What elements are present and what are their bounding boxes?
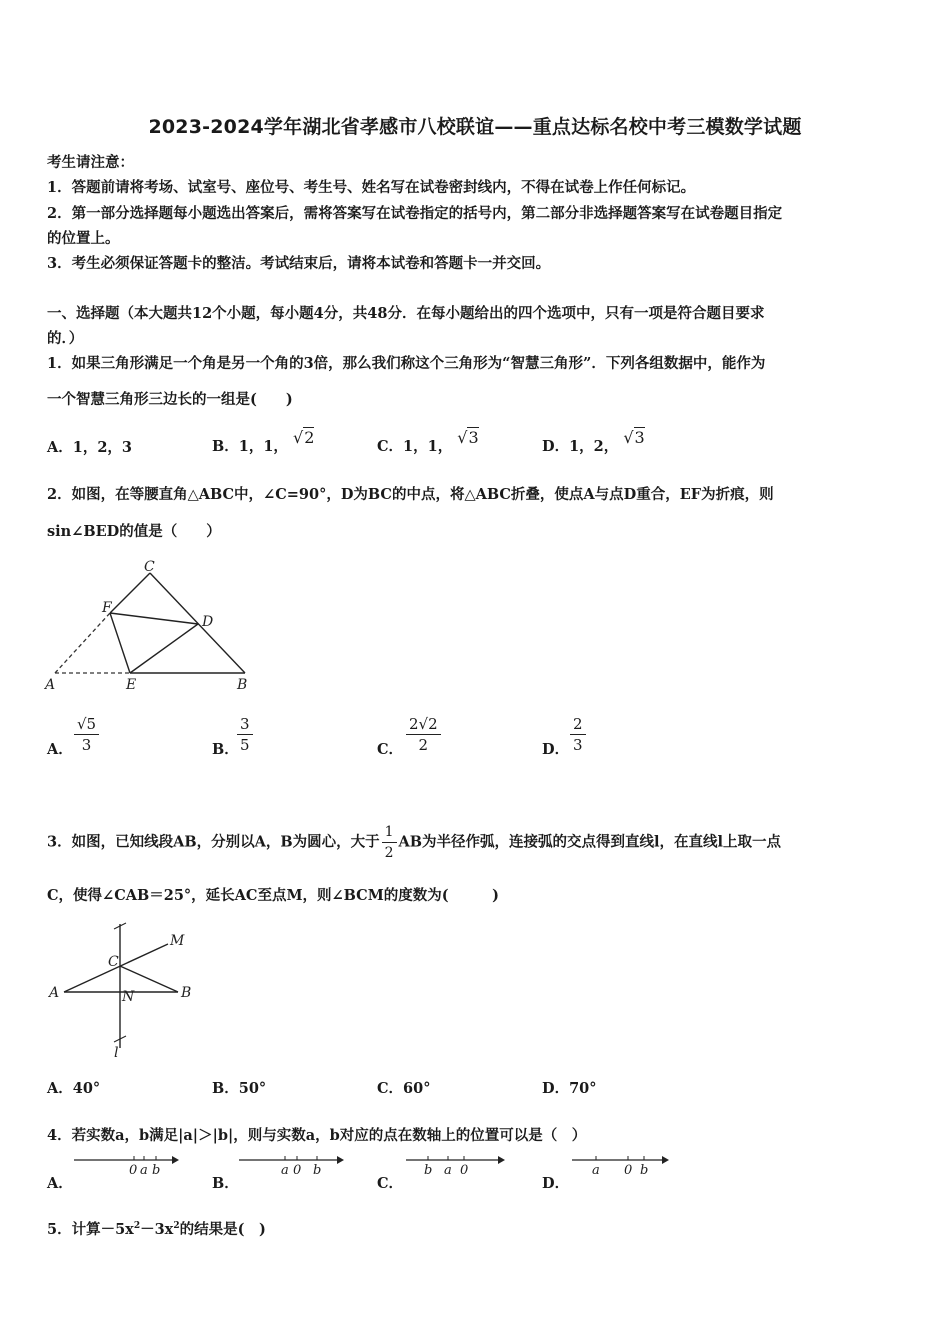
- q4-c-tick-0: 0: [460, 1163, 469, 1178]
- q4-option-d-number-line: [570, 1152, 680, 1180]
- q1-option-c: C．1，1， √3: [377, 428, 479, 455]
- notice-item-2-cont: 的位置上。: [47, 230, 120, 247]
- q1-option-b-sqrt: √2: [293, 428, 315, 447]
- q2-stem-cont: sin∠BED的值是（ ）: [47, 523, 221, 540]
- q2-segment-fe: [110, 613, 130, 673]
- q3-option-d: D．70°: [542, 1080, 597, 1097]
- q2-option-a-label: A．: [47, 741, 73, 758]
- q2-option-b-label: B．: [212, 741, 239, 758]
- q2-label-b: B: [237, 677, 248, 693]
- q1-stem-cont: 一个智慧三角形三边长的一组是( ): [47, 391, 293, 408]
- q2-option-c-label: C．: [377, 741, 404, 758]
- q4-option-b-label: B．: [212, 1175, 239, 1192]
- q3-figure: [44, 920, 204, 1062]
- q1-option-d-sqrt: √3: [623, 428, 645, 447]
- q3-label-c: C: [108, 954, 119, 970]
- q2-option-c-fraction: $\frac{2√2}{2}$: [406, 714, 441, 755]
- q3-fraction-half: $\frac{1}{2}$: [382, 822, 397, 863]
- q1-stem: 1．如果三角形满足一个角是另一个角的3倍，那么我们称这个三角形为“智慧三角形”．下列各组数据中，能作为: [47, 355, 766, 372]
- q4-option-c-label: C．: [377, 1175, 404, 1192]
- q3-option-a: A．40°: [47, 1080, 101, 1097]
- q3-option-c: C．60°: [377, 1080, 431, 1097]
- q2-segment-fd: [110, 613, 198, 624]
- q4-stem: 4．若实数a，b满足|a|＞|b|，则与实数a，b对应的点在数轴上的位置可以是（ ）: [47, 1127, 587, 1144]
- q4-d-tick-0: 0: [624, 1163, 633, 1178]
- q2-option-a-fraction: $\frac{√5}{3}$: [74, 714, 99, 755]
- q1-option-c-sqrt: √3: [457, 428, 479, 447]
- q4-d-tick-b: b: [640, 1163, 649, 1178]
- section-heading: 一、选择题（本大题共12个小题，每小题4分，共48分．在每小题给出的四个选项中，只有一项是符合题目要求: [47, 305, 765, 322]
- q3-label-b: B: [181, 985, 192, 1001]
- section-heading-cont: 的．）: [47, 330, 84, 347]
- q2-segment-fc: [110, 573, 150, 613]
- q2-label-a: A: [45, 677, 56, 693]
- q4-c-tick-a: a: [444, 1163, 452, 1178]
- q3-label-n: N: [122, 989, 135, 1005]
- q2-label-e: E: [126, 677, 137, 693]
- q5-stem: 5．计算$-5x^2-3x^2$的结果是( ): [47, 1221, 266, 1238]
- q4-option-a-label: A．: [47, 1175, 73, 1192]
- q1-option-d: D．1，2， √3: [542, 428, 645, 455]
- q2-segment-ed: [130, 624, 198, 673]
- q4-d-tick-a: a: [592, 1163, 600, 1178]
- q3-label-a: A: [49, 985, 60, 1001]
- q4-a-tick-0: 0: [129, 1163, 138, 1178]
- notice-item-2: 2．第一部分选择题每小题选出答案后，需将答案写在试卷指定的括号内，第二部分非选择题答案写在试卷题目指定: [47, 205, 783, 222]
- q4-b-tick-a: a: [281, 1163, 289, 1178]
- q4-c-tick-b: b: [424, 1163, 433, 1178]
- q1-option-a: A．1，2，3: [47, 439, 133, 456]
- page-title: 2023-2024学年湖北省孝感市八校联谊——重点达标名校中考三模数学试题: [148, 116, 802, 138]
- q2-segment-cb: [150, 573, 245, 673]
- q4-b-tick-b: b: [313, 1163, 322, 1178]
- q4-option-a-number-line: [72, 1152, 182, 1180]
- q3-stem: 3．如图，已知线段AB，分别以A，B为圆心，大于 $\frac{1}{2}$ AB为半径作弧，连接弧的交点得到直线l，在直线l上取一点: [47, 824, 782, 861]
- q2-label-c: C: [144, 559, 155, 575]
- q2-label-f: F: [102, 600, 112, 616]
- q2-option-d-label: D．: [542, 741, 570, 758]
- q2-option-b-fraction: $\frac{3}{5}$: [237, 714, 253, 755]
- q3-option-b: B．50°: [212, 1080, 267, 1097]
- q1-option-b: B．1，1， √2: [212, 428, 315, 455]
- q2-figure: [40, 555, 260, 697]
- q3-label-l: l: [114, 1045, 119, 1061]
- q2-stem: 2．如图，在等腰直角△ABC中，∠C=90°，D为BC的中点，将△ABC折叠，使点A与点D重合，EF为折痕，则: [47, 486, 774, 503]
- notice-item-3: 3．考生必须保证答题卡的整洁。考试结束后，请将本试卷和答题卡一并交回。: [47, 255, 551, 272]
- q4-option-b-number-line: [237, 1152, 347, 1180]
- q3-stem-cont: C，使得∠CAB＝25°，延长AC至点M，则∠BCM的度数为( ): [47, 887, 499, 904]
- q2-label-d: D: [202, 614, 214, 630]
- q4-option-d-label: D．: [542, 1175, 570, 1192]
- q4-a-tick-a: a: [140, 1163, 148, 1178]
- q2-option-d-fraction: $\frac{2}{3}$: [570, 714, 586, 755]
- notice-heading: 考生请注意：: [47, 154, 134, 171]
- q5-exponent-2: 2: [173, 1221, 180, 1232]
- notice-item-1: 1．答题前请将考场、试室号、座位号、考生号、姓名写在试卷密封线内，不得在试卷上作任何标记。: [47, 179, 696, 196]
- q4-option-c-number-line: [404, 1152, 514, 1180]
- q2-dashed-af: [55, 613, 110, 673]
- q4-a-tick-b: b: [152, 1163, 161, 1178]
- q5-exponent-1: 2: [133, 1221, 141, 1232]
- q3-label-m: M: [170, 933, 185, 949]
- q4-b-tick-0: 0: [293, 1163, 302, 1178]
